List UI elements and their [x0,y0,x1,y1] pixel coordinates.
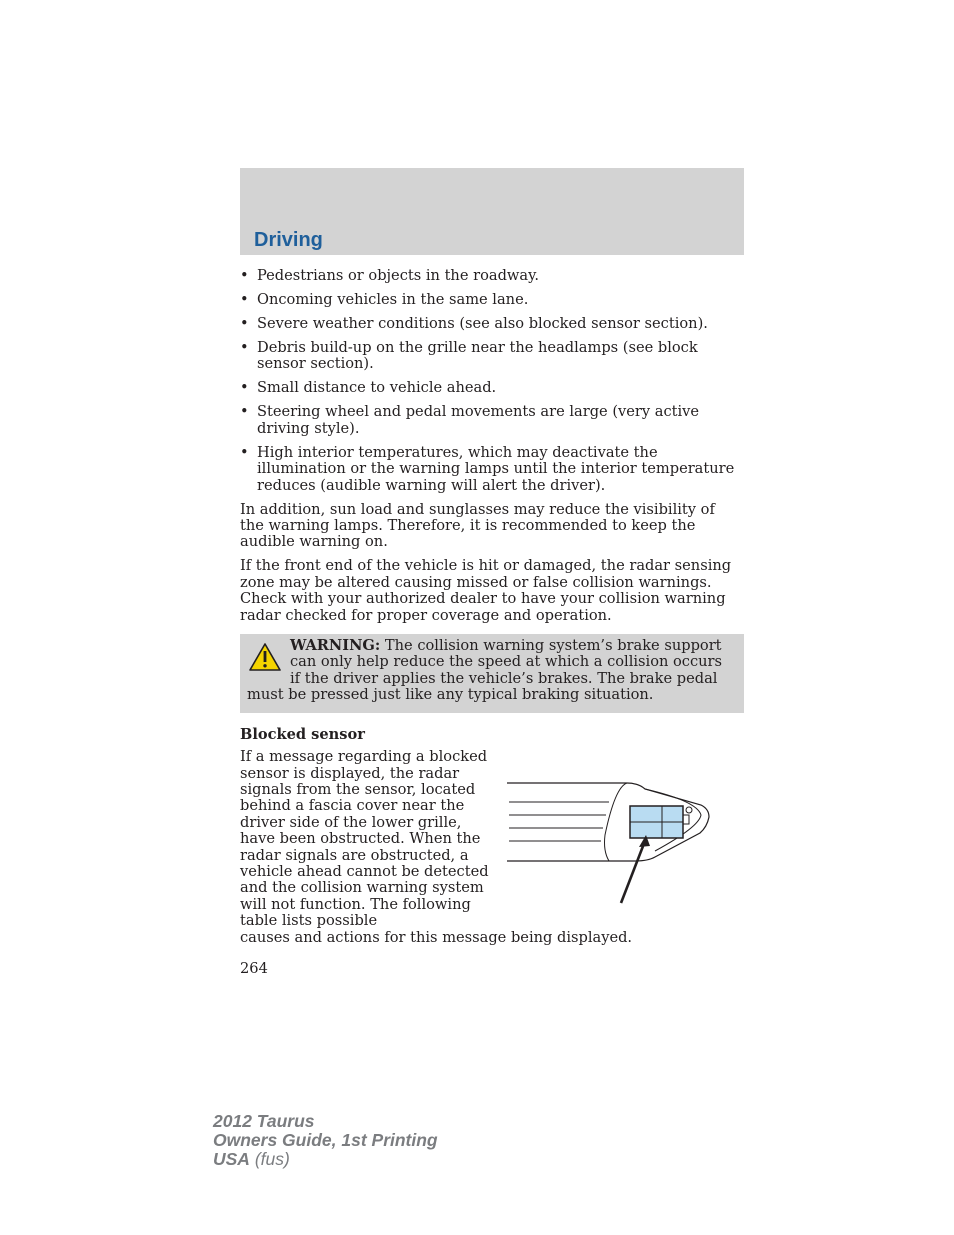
paragraph-front-end-damage: If the front end of the vehicle is hit or damaged, the radar sensing zone may be altered causing missed or false collision warnings. Check with your authorized dealer to have your collision warning radar checked for proper coverage and operation. [240,557,732,624]
warning-box [240,634,744,713]
list-item: • Small distance to vehicle ahead. [240,379,497,397]
blocked-sensor-section [240,749,740,946]
document-footer [213,1112,438,1169]
bullet-icon: • [240,267,249,284]
bullet-icon: • [240,403,249,421]
warning-text: The collision warning system’s brake support can only help reduce the speed at which a collision occurs if the driver applies the vehicle’s brakes. The brake pedal must be pressed just like any typical braking situation. [247,637,723,704]
footer-edition: Owners Guide, 1st Printing [213,1130,438,1150]
section-title: Driving [254,229,323,251]
list-item: • Pedestrians or objects in the roadway. [240,267,540,284]
paragraph-sun-load: In addition, sun load and sunglasses may reduce the visibility of the warning lamps. Therefore, it is recommended to keep the audible warning on. [240,500,715,551]
condition-list [240,268,740,494]
list-item: • Debris build-up on the grille near the headlamps (see block sensor section). [240,339,698,373]
blocked-sensor-heading: Blocked sensor [240,725,365,743]
blocked-sensor-text-tail: causes and actions for this message being displayed. [240,928,633,946]
radar-sensor-illustration [505,775,715,905]
bullet-icon: • [240,443,249,461]
list-item: • High interior temperatures, which may deactivate the illumination or the warning lamps until the interior temperature reduces (audible warning will alert the driver). [240,443,735,494]
bullet-icon: • [240,315,249,332]
list-item: • Oncoming vehicles in the same lane. [240,291,529,308]
warning-label: WARNING: [290,637,381,655]
list-item: • Severe weather conditions (see also blocked sensor section). [240,315,708,332]
footer-region: USA (fus) [213,1149,290,1169]
warning-triangle-icon [248,642,282,672]
bullet-icon: • [240,291,249,308]
page-number: 264 [240,960,268,977]
section-header-band [240,168,744,255]
blocked-sensor-text: If a message regarding a blocked sensor is displayed, the radar signals from the sensor, located behind a fascia cover near the driver side of the lower grille, have been obstructed. When the radar signals are obstructed, a vehicle ahead cannot be detected and the collision warning system will not function. The following table lists possible [240,748,489,930]
bullet-icon: • [240,379,249,397]
footer-model: 2012 Taurus [213,1111,315,1131]
list-item: • Steering wheel and pedal movements are large (very active driving style). [240,403,700,437]
page-content [240,268,740,946]
bullet-icon: • [240,339,249,356]
